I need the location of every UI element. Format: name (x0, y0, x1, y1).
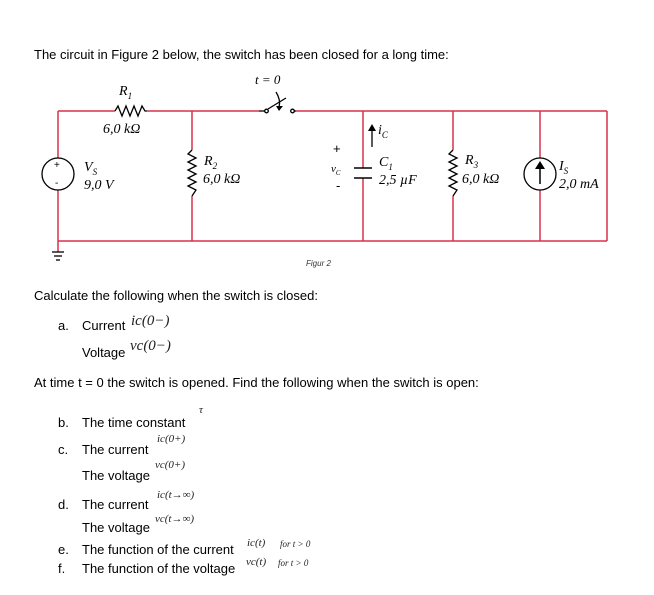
item-a-text: Current (82, 318, 126, 333)
item-a-voltage-math: vc(0−) (130, 338, 171, 354)
item-d-voltage-text: The voltage (82, 520, 150, 535)
is-label: $I_S$ (559, 159, 569, 176)
vc-label: $v_C$ (331, 163, 341, 178)
current-source-icon (524, 158, 556, 190)
switch-label: t = 0 (255, 72, 281, 87)
item-a-letter: a. (58, 318, 69, 333)
r1-label: $R_1$ (119, 84, 133, 101)
item-f-letter: f. (58, 561, 66, 576)
item-c-letter: c. (58, 442, 69, 457)
r3-resistor (449, 150, 457, 196)
r1-resistor (115, 106, 147, 116)
item-f-text: The function of the voltage (82, 561, 236, 576)
capacitor-icon (354, 168, 372, 178)
r1-value: 6,0 kΩ (103, 122, 141, 137)
item-e-condition: for t > 0 (280, 539, 311, 549)
item-b-letter: b. (58, 415, 69, 430)
item-a-voltage-text: Voltage (82, 345, 126, 360)
svg-text:+: + (54, 160, 60, 171)
r3-value: 6,0 kΩ (462, 172, 500, 187)
r2-label: $R_2$ (204, 154, 218, 171)
item-d-voltage-math: vc(t→∞) (155, 513, 194, 525)
switch-icon (259, 92, 296, 113)
item-e-letter: e. (58, 542, 69, 557)
item-b-text: The time constant (82, 415, 186, 430)
c1-label: $C_1$ (379, 155, 393, 172)
closed-intro: Calculate the following when the switch is closed: (34, 288, 318, 303)
current-arrow-icon (368, 124, 376, 147)
ground-symbol (52, 252, 64, 260)
item-d-math: ic(t→∞) (157, 489, 195, 501)
vs-label: $V_S$ (84, 160, 98, 177)
item-f-condition: for t > 0 (278, 558, 309, 568)
r3-label: $R_3$ (465, 153, 479, 170)
c1-value: 2,5 µF (379, 173, 417, 188)
item-f-math: vc(t) (246, 556, 267, 568)
open-intro: At time t = 0 the switch is opened. Find the following when the switch is open: (34, 375, 479, 390)
item-c-text: The current (82, 442, 149, 457)
figure-caption: Figur 2 (306, 259, 331, 268)
r2-value: 6,0 kΩ (203, 172, 241, 187)
item-d-letter: d. (58, 497, 69, 512)
r2-resistor (188, 150, 196, 196)
item-d-text: The current (82, 497, 149, 512)
item-e-math: ic(t) (247, 537, 266, 549)
svg-text:-: - (55, 178, 59, 189)
item-b-math: τ (199, 404, 203, 416)
item-c-voltage-text: The voltage (82, 468, 150, 483)
item-c-math: ic(0+) (157, 433, 186, 445)
vs-value: 9,0 V (84, 178, 114, 193)
item-e-text: The function of the current (82, 542, 234, 557)
vc-plus: + (333, 141, 341, 156)
ic-label: $i_C$ (378, 123, 388, 140)
item-c-voltage-math: vc(0+) (155, 459, 186, 471)
is-value: 2,0 mA (559, 177, 599, 192)
circuit-wires (58, 111, 607, 252)
intro-text: The circuit in Figure 2 below, the switch has been closed for a long time: (34, 47, 449, 62)
voltage-source-icon (42, 158, 74, 190)
item-a-math: ic(0−) (131, 313, 170, 329)
vc-minus: - (336, 178, 341, 193)
